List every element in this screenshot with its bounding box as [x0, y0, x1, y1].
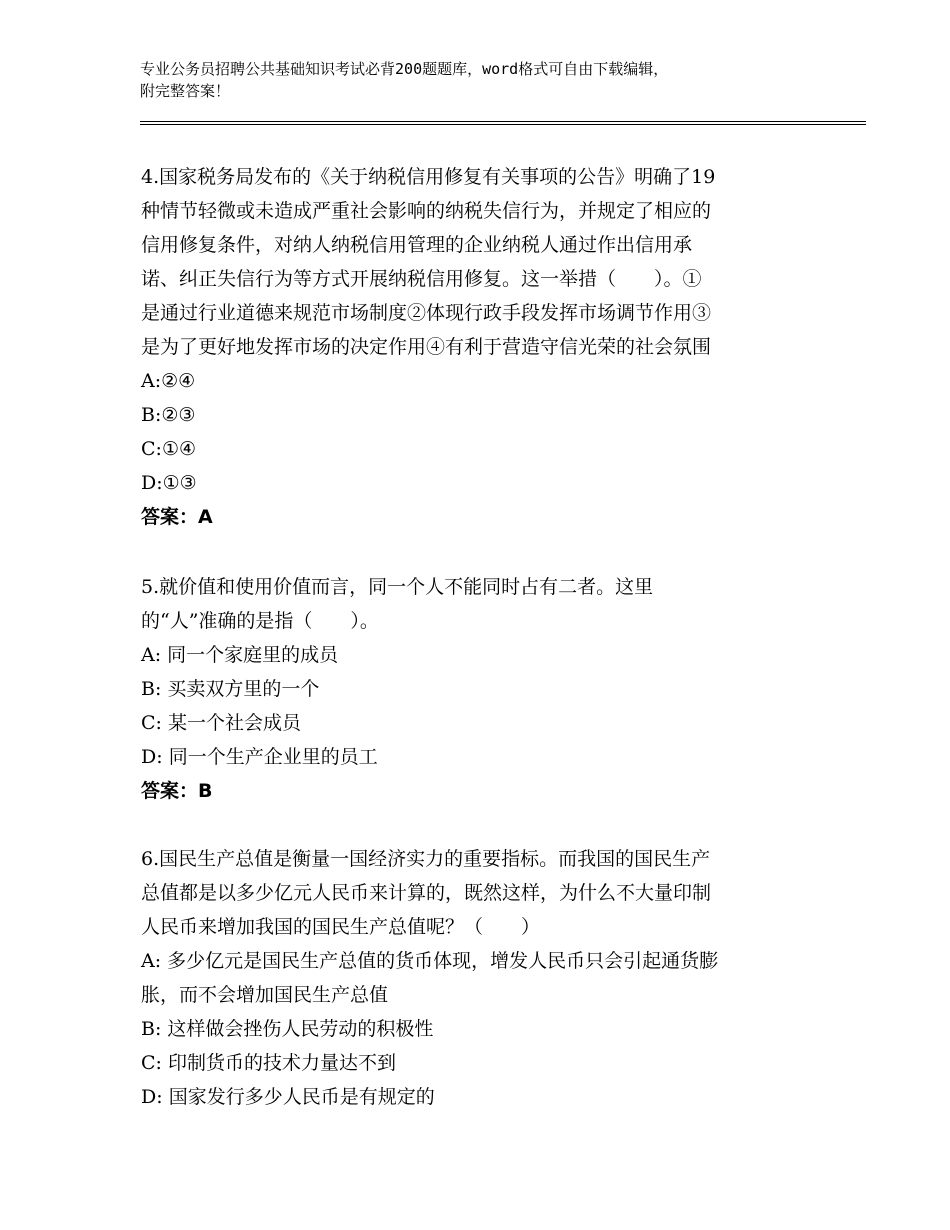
option-text: 同一个生产企业里的员工 — [168, 746, 378, 768]
option-text: ①③ — [162, 472, 197, 494]
option-b — [141, 398, 806, 432]
option-letter: B: — [141, 404, 162, 426]
option-letter: B: — [141, 678, 162, 700]
question-stem-line: 总值都是以多少亿元人民币来计算的，既然这样，为什么不大量印制 — [141, 882, 712, 904]
header-note-line-2: 附完整答案！ — [140, 82, 231, 100]
option-letter: D: — [141, 1086, 163, 1108]
header-divider-top — [140, 121, 866, 122]
option-text: ①④ — [161, 438, 197, 460]
question-stem-line: 信用修复条件，对纳人纳税信用管理的企业纳税人通过作出信用承 — [141, 234, 693, 256]
option-letter: D: — [141, 472, 163, 494]
option-text: 这样做会挫伤人民劳动的积极性 — [167, 1018, 434, 1040]
option-text: 国家发行多少人民币是有规定的 — [168, 1086, 435, 1108]
option-c — [141, 432, 806, 466]
option-d — [141, 1080, 806, 1114]
option-a — [141, 944, 806, 978]
question-5 — [141, 570, 806, 808]
question-stem-line: 人民币来增加我国的国民生产总值呢？（ ） — [141, 916, 541, 938]
option-text: 同一个家庭里的成员 — [167, 644, 339, 666]
option-text: 多少亿元是国民生产总值的货币体现，增发人民币只会引起通货膨 — [167, 950, 719, 972]
option-b — [141, 1012, 806, 1046]
option-text: 某一个社会成员 — [168, 712, 302, 734]
option-d — [141, 466, 806, 500]
option-b — [141, 672, 806, 706]
option-text: ②③ — [161, 404, 196, 426]
question-6 — [141, 842, 806, 1114]
question-stem-line: 4.国家税务局发布的《关于纳税信用修复有关事项的公告》明确了19 — [141, 166, 716, 188]
answer-label: 答案：A — [141, 506, 213, 528]
question-stem-line: 6.国民生产总值是衡量一国经济实力的重要指标。而我国的国民生产 — [141, 848, 711, 870]
question-stem-line: 是为了更好地发挥市场的决定作用④有利于营造守信光荣的社会氛围 — [141, 336, 712, 358]
option-a — [141, 638, 806, 672]
option-letter: C: — [141, 712, 162, 734]
header-note — [140, 58, 830, 102]
option-letter: A: — [141, 644, 162, 666]
option-a-continued: 胀，而不会增加国民生产总值 — [141, 984, 389, 1006]
option-text: ②④ — [161, 370, 196, 392]
header-note-line-1: 专业公务员招聘公共基础知识考试必背200题题库，word格式可自由下载编辑， — [140, 60, 669, 78]
question-stem-line: 诺、纠正失信行为等方式开展纳税信用修复。这一举措（ ）。① — [141, 268, 702, 290]
option-letter: A: — [141, 950, 162, 972]
header-divider-bottom — [140, 124, 866, 125]
question-stem-line: 是通过行业道德来规范市场制度②体现行政手段发挥市场调节作用③ — [141, 302, 712, 324]
option-letter: C: — [141, 438, 162, 460]
option-text: 印制货币的技术力量达不到 — [168, 1052, 397, 1074]
option-text: 买卖双方里的一个 — [167, 678, 320, 700]
option-letter: C: — [141, 1052, 162, 1074]
option-letter: A: — [141, 370, 162, 392]
question-4 — [141, 160, 806, 534]
question-stem-line: 5.就价值和使用价值而言，同一个人不能同时占有二者。这里 — [141, 576, 654, 598]
option-a — [141, 364, 806, 398]
option-c — [141, 1046, 806, 1080]
option-letter: D: — [141, 746, 163, 768]
answer-label: 答案：B — [141, 780, 213, 802]
question-stem-line: 的“人”准确的是指（ ）。 — [141, 610, 379, 632]
option-d — [141, 740, 806, 774]
option-c — [141, 706, 806, 740]
option-letter: B: — [141, 1018, 162, 1040]
question-stem-line: 种情节轻微或未造成严重社会影响的纳税失信行为，并规定了相应的 — [141, 200, 712, 222]
